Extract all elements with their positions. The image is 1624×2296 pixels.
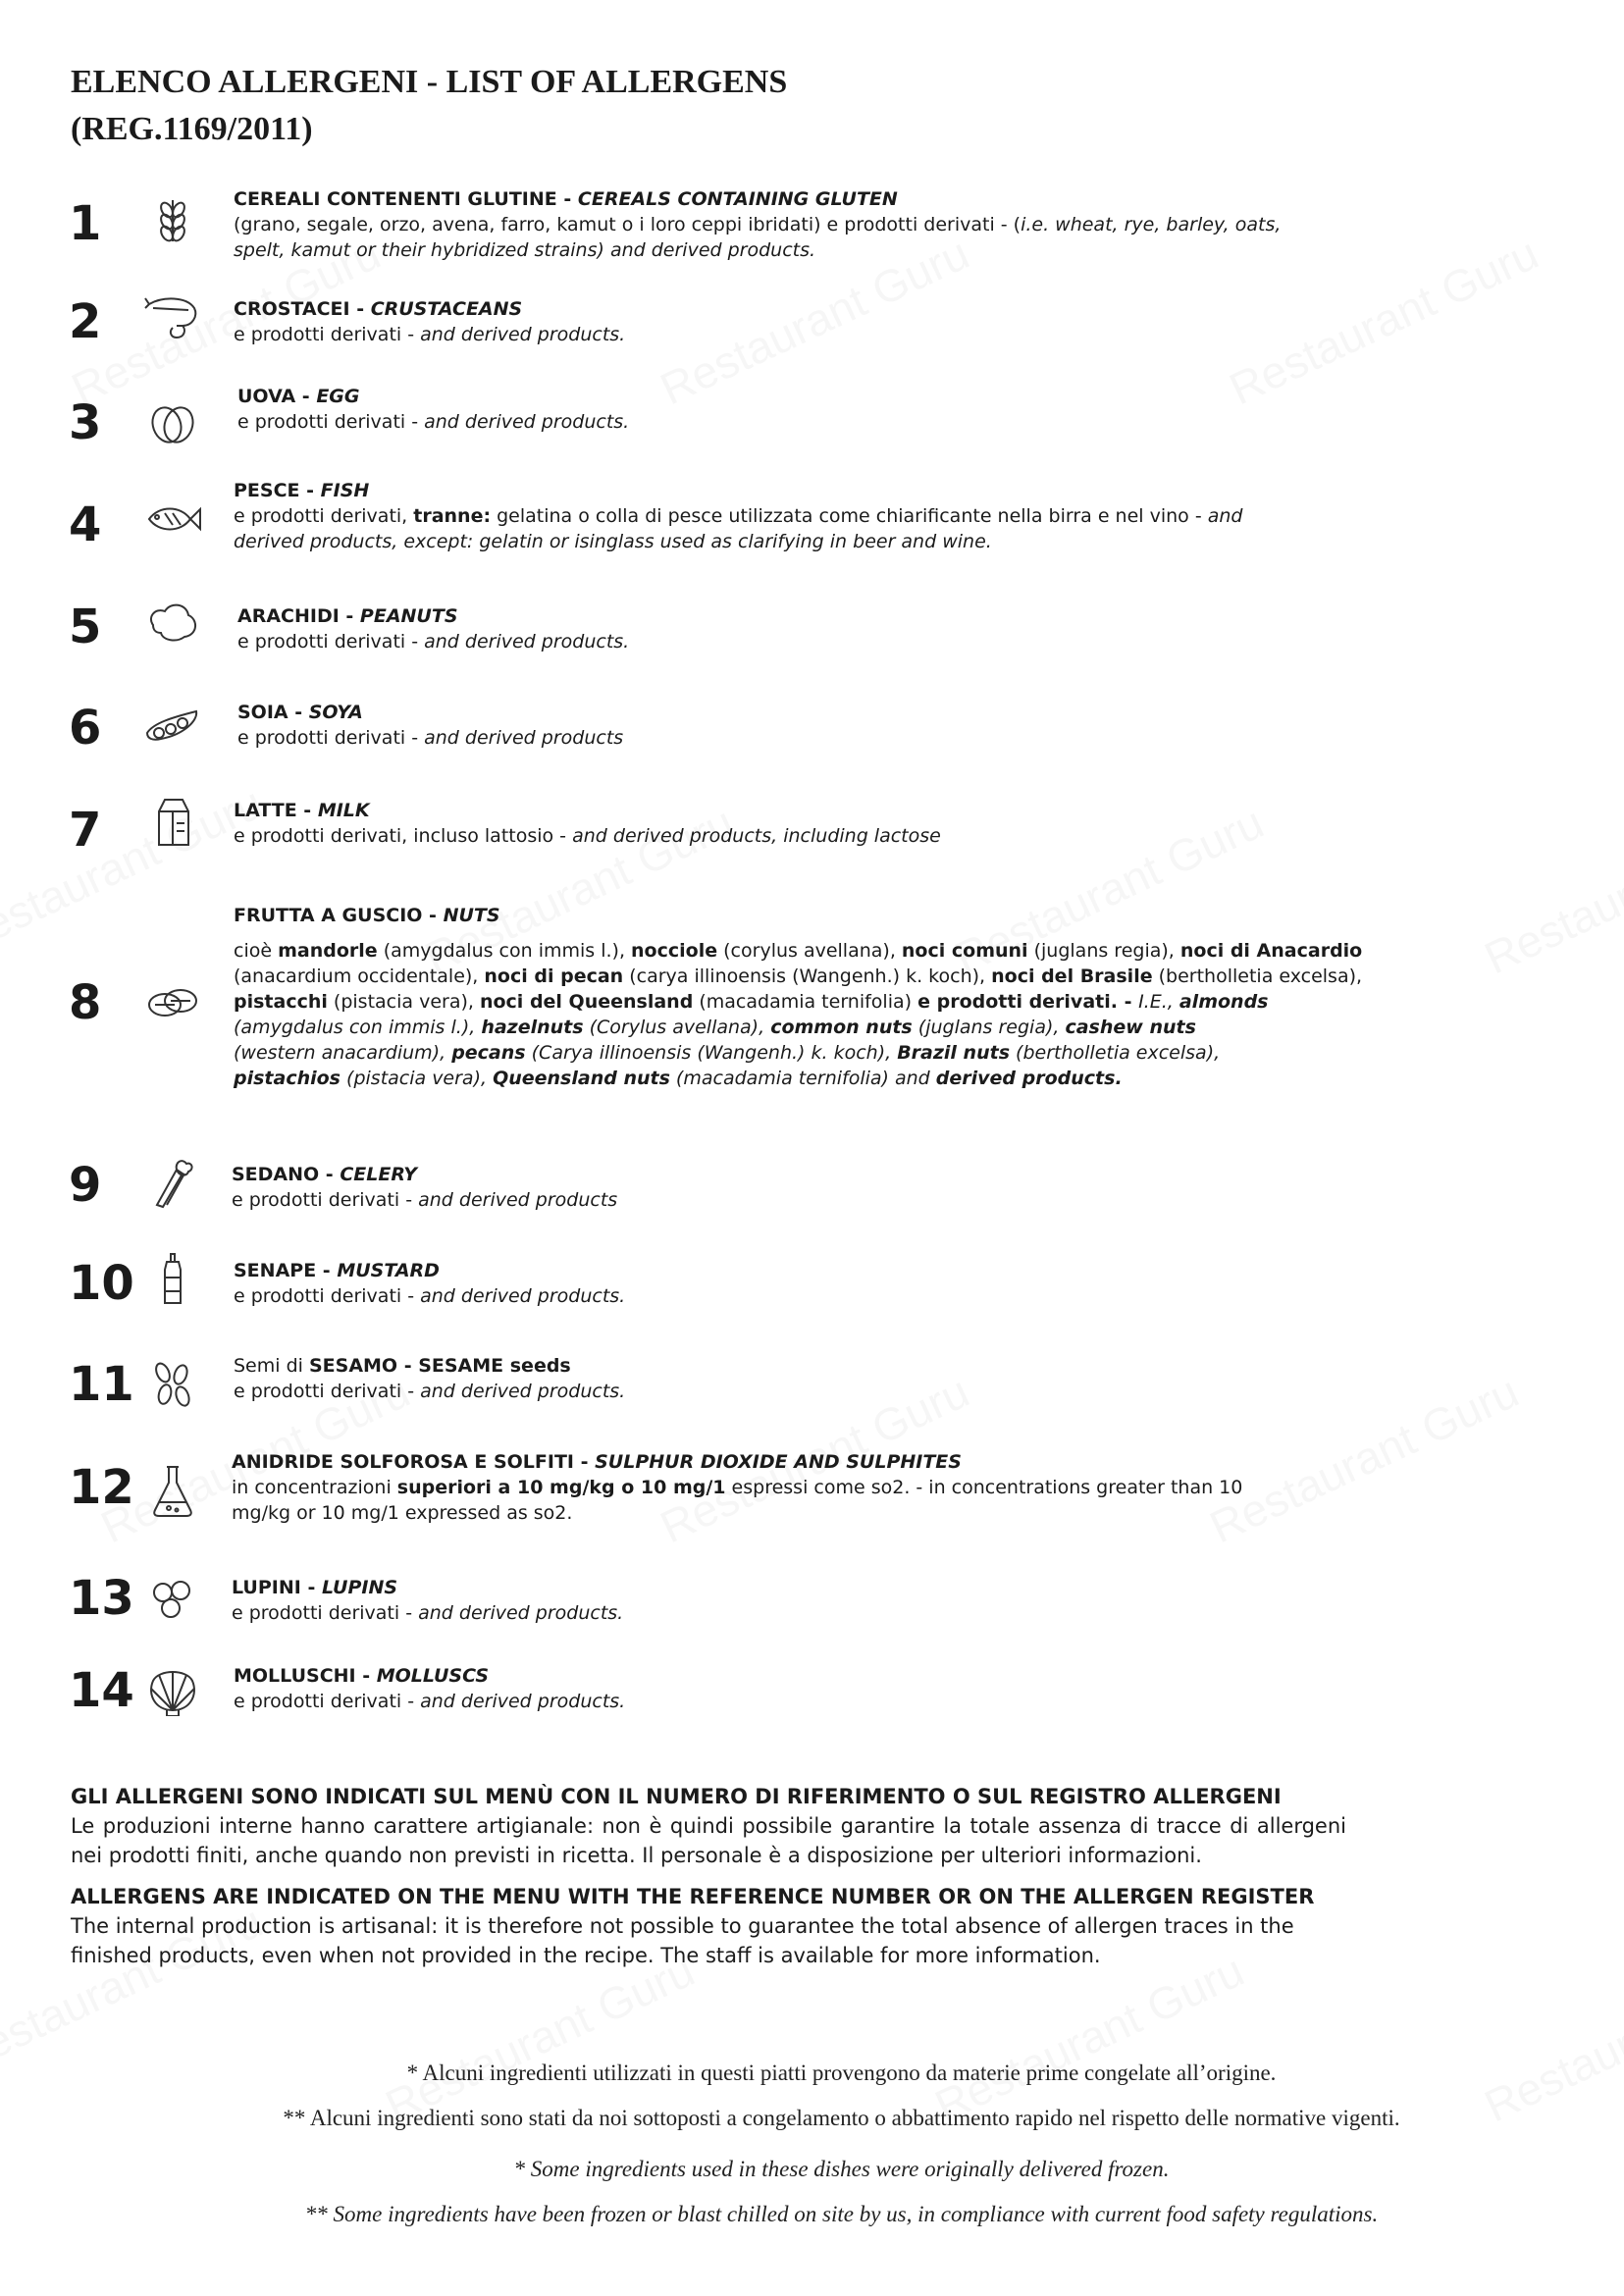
allergen-notes (71, 1782, 1346, 1970)
allergen-number: 14 (69, 1663, 134, 1718)
allergen-number: 13 (69, 1571, 134, 1626)
mustard-bottle-icon (143, 1252, 202, 1307)
milk-carton-icon (143, 794, 202, 849)
allergen-description: e prodotti derivati - and derived products. (232, 1602, 624, 1624)
allergen-description: e prodotti derivati - and derived products. (234, 1381, 626, 1402)
celery-icon (143, 1154, 202, 1209)
allergen-heading: SENAPE - MUSTARD (234, 1260, 440, 1281)
allergen-number: 10 (69, 1256, 134, 1311)
allergen-description: e prodotti derivati - and derived products. (234, 1691, 626, 1712)
flask-icon (143, 1463, 202, 1518)
allergen-description: e prodotti derivati - and derived products (232, 1189, 618, 1211)
watermark (378, 1944, 703, 2133)
allergen-heading: CEREALI CONTENENTI GLUTINE - CEREALS CONTAINING GLUTEN (234, 188, 898, 210)
allergen-heading: ANIDRIDE SOLFOROSA E SOLFITI - SULPHUR DIOXIDE AND SULPHITES (232, 1451, 962, 1473)
allergen-heading: SEDANO - CELERY (232, 1164, 417, 1185)
allergen-heading: UOVA - EGG (237, 386, 360, 407)
allergen-description: e prodotti derivati, incluso lattosio - and derived products, including lactose (234, 825, 941, 847)
fish-icon (143, 492, 202, 547)
allergen-number: 3 (69, 395, 102, 450)
allergen-description: e prodotti derivati, tranne: gelatina o colla di pesce utilizzata come chiarificante nella birra e nel vino - and derived products, except: gelatin or isinglass used as clarifying in beer and wine. (234, 505, 1243, 552)
page-title-line2: (REG.1169/2011) (71, 111, 313, 147)
allergen-number: 12 (69, 1460, 134, 1515)
notes-text-en: The internal production is artisanal: it is therefore not possible to guarantee the total absence of allergen traces in the finished products, even when not provided in the recipe. The staff is available for more information. (71, 1914, 1294, 1967)
allergen-description: e prodotti derivati - and derived products. (234, 1285, 626, 1307)
allergen-heading: PESCE - FISH (234, 480, 370, 501)
allergen-heading: CROSTACEI - CRUSTACEANS (234, 298, 523, 320)
allergen-heading: FRUTTA A GUSCIO - NUTS (234, 905, 500, 926)
watermark (1477, 1944, 1624, 2133)
notes-heading-en: ALLERGENS ARE INDICATED ON THE MENU WITH THE REFERENCE NUMBER OR ON THE ALLERGEN REGISTER (71, 1885, 1315, 1908)
watermark (927, 1944, 1252, 2133)
egg-icon (143, 395, 202, 450)
allergen-description: cioè mandorle (amygdalus con immis l.), nocciole (corylus avellana), noci comuni (juglans regia), noci di Anacardio (anacardium occidentale), noci di pecan (carya illinoensis (Wangenh.) k. koch), noci del Brasile (bertholletia excelsa), pistacchi (pistacia vera), noci del Queensland (macadamia ternifolia) e prodotti derivati. - I.E., almonds (amygdalus con immis l.), hazelnuts (Corylus avellana), common nuts (juglans regia), cashew nuts (western anacardium), pecans (Carya illinoensis (Wangenh.) k. koch), Brazil nuts (bertholletia excelsa), pistachios (pistacia vera), Queensland nuts (macadamia ternifolia) and derived products. (234, 940, 1363, 1089)
peanut-icon (143, 596, 202, 651)
watermark (1477, 796, 1624, 985)
notes-text-it: Le produzioni interne hanno carattere artigianale: non è quindi possibile garantire la totale assenza di tracce di allergeni nei prodotti finiti, anche quando non previsti in ricetta. Il personale è a disposizione per ulteriori informazioni. (71, 1814, 1346, 1867)
notes-heading-it: GLI ALLERGENI SONO INDICATI SUL MENÙ CON IL NUMERO DI RIFERIMENTO O SUL REGISTRO ALLERGENI (71, 1785, 1282, 1808)
page-title (71, 59, 787, 153)
shell-icon (143, 1661, 202, 1716)
allergen-number: 11 (69, 1357, 134, 1412)
shrimp-icon (143, 290, 202, 345)
footnote-1: * Alcuni ingredienti utilizzati in questi piatti provengono da materie prime congelate all’origine. (406, 2061, 1277, 2085)
allergen-number: 7 (69, 803, 102, 858)
allergen-description: e prodotti derivati - and derived products. (234, 324, 626, 345)
allergen-heading: SOIA - SOYA (237, 702, 363, 723)
allergen-heading: LATTE - MILK (234, 800, 370, 821)
watermark (0, 776, 271, 965)
footnote-2: ** Alcuni ingredienti sono stati da noi sottoposti a congelamento o abbattimento rapido nel rispetto delle normative vigenti. (283, 2106, 1400, 2130)
nuts-icon (143, 975, 202, 1030)
page-title-line1: ELENCO ALLERGENI - LIST OF ALLERGENS (71, 64, 788, 100)
allergen-number: 1 (69, 196, 102, 251)
allergen-description: e prodotti derivati - and derived products. (237, 631, 630, 652)
allergen-description: e prodotti derivati - and derived products. (237, 411, 630, 433)
allergen-description: in concentrazioni superiori a 10 mg/kg o 10 mg/1 espressi come so2. - in concentrations greater than 10 mg/kg or 10 mg/1 expressed as so2. (232, 1477, 1243, 1524)
allergen-number: 4 (69, 497, 102, 552)
allergen-description: e prodotti derivati - and derived products (237, 727, 624, 749)
wheat-icon (143, 192, 202, 247)
footnote-4: ** Some ingredients have been frozen or blast chilled on site by us, in compliance with current food safety regulations. (304, 2202, 1379, 2226)
allergen-number: 9 (69, 1158, 102, 1213)
footnote-3: * Some ingredients used in these dishes were originally delivered frozen. (513, 2157, 1170, 2181)
sesame-icon (143, 1355, 202, 1410)
allergen-number: 5 (69, 600, 102, 654)
allergen-description: (grano, segale, orzo, avena, farro, kamut o i loro ceppi ibridati) e prodotti derivati - (i.e. wheat, rye, barley, oats, spelt, kamut or their hybridized strains) and derived products. (234, 214, 1282, 261)
allergen-number: 8 (69, 975, 102, 1030)
allergen-number: 2 (69, 294, 102, 349)
allergen-heading: MOLLUSCHI - MOLLUSCS (234, 1665, 490, 1687)
soy-icon (143, 694, 202, 749)
allergen-heading: Semi di SESAMO - SESAME seeds (234, 1355, 571, 1377)
allergen-number: 6 (69, 701, 102, 756)
lupin-icon (143, 1569, 202, 1624)
allergen-heading: ARACHIDI - PEANUTS (237, 605, 458, 627)
allergen-heading: LUPINI - LUPINS (232, 1577, 398, 1598)
